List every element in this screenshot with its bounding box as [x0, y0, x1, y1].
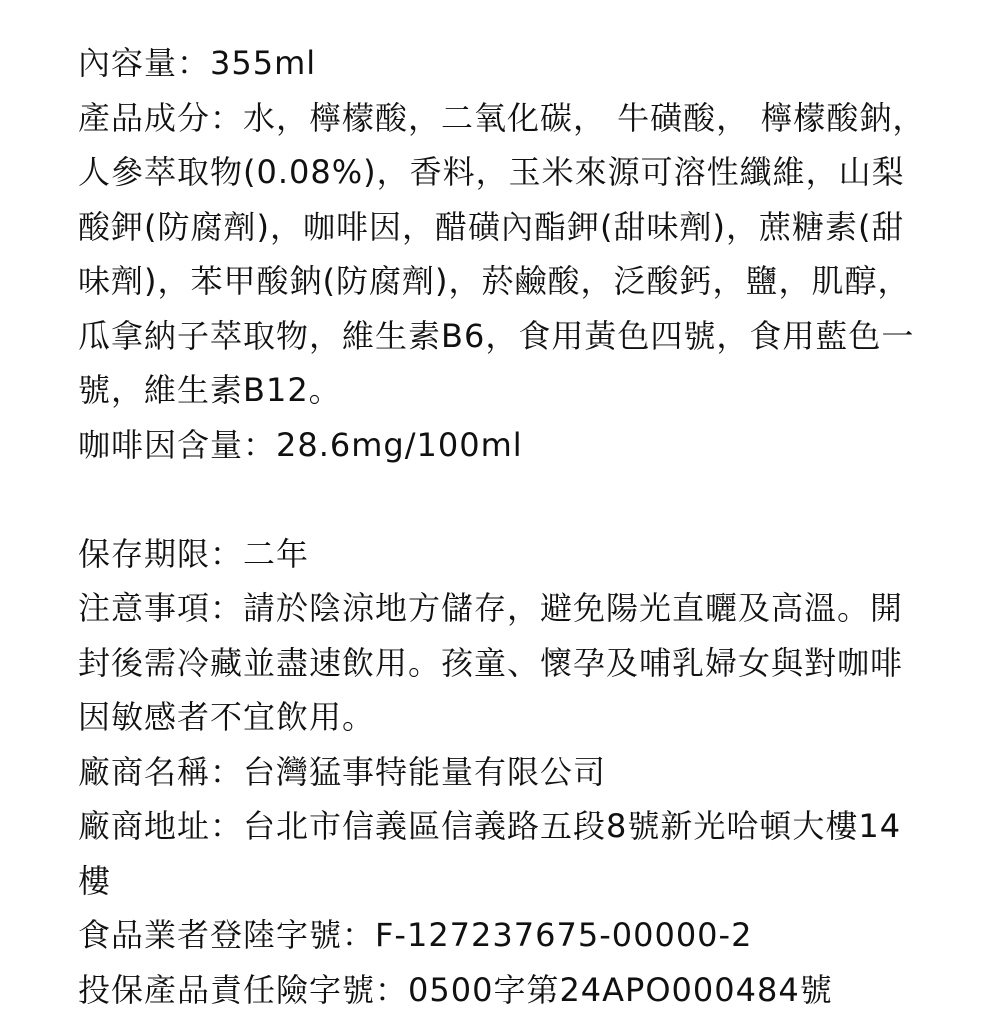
manufacturer-name-line: 廠商名稱：台灣猛事特能量有限公司	[78, 745, 928, 800]
shelf-life-line: 保存期限：二年	[78, 527, 928, 582]
product-label-text	[78, 36, 928, 1017]
manufacturer-address-line: 廠商地址：台北市信義區信義路五段8號新光哈頓大樓14樓	[78, 799, 928, 908]
ingredients-paragraph: 產品成分：水，檸檬酸，二氧化碳， 牛磺酸， 檸檬酸鈉， 人參萃取物(0.08%)，香料，玉米來源可溶性纖維，山梨酸鉀(防腐劑)，咖啡因，醋磺內酯鉀(甜味劑)，蔗糖素(甜味劑)，苯甲酸鈉(防腐劑)，菸鹼酸，泛酸鈣，鹽，肌醇，瓜拿納子萃取物，維生素B6，食用黃色四號，食用藍色一號，維生素B12。	[78, 91, 928, 418]
section-spacer	[78, 472, 928, 527]
insurance-number-line: 投保產品責任險字號：0500字第24APO000484號	[78, 963, 928, 1017]
registration-number-line: 食品業者登陸字號：F-127237675-00000-2	[78, 908, 928, 963]
caution-paragraph: 注意事項：請於陰涼地方儲存，避免陽光直曬及高溫。開封後需冷藏並盡速飲用。孩童、懷孕及哺乳婦女與對咖啡因敏感者不宜飲用。	[78, 581, 928, 745]
caffeine-content-line: 咖啡因含量：28.6mg/100ml	[78, 418, 928, 473]
volume-line: 內容量：355ml	[78, 36, 928, 91]
